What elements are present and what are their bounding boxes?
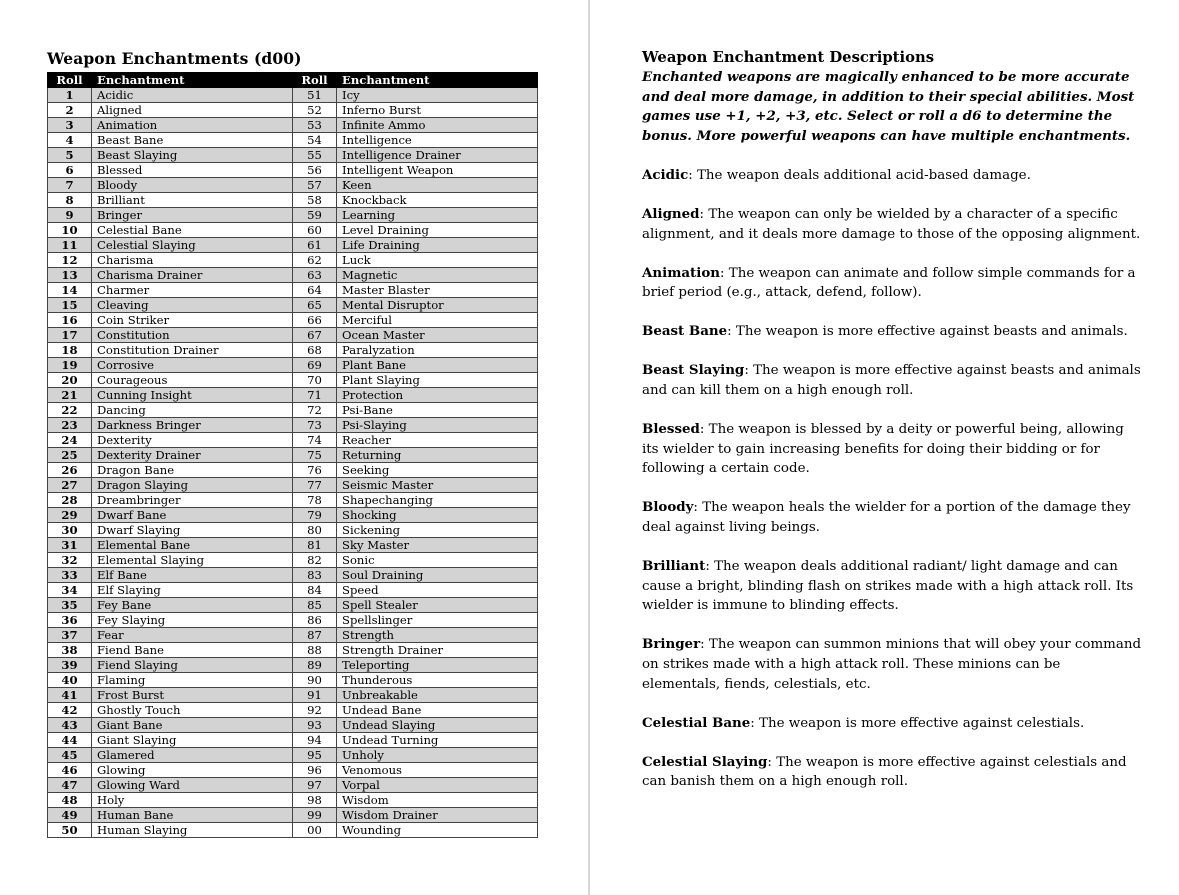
roll-cell: 82 bbox=[293, 553, 337, 568]
roll-cell: 23 bbox=[48, 418, 92, 433]
roll-cell: 10 bbox=[48, 223, 92, 238]
roll-cell: 48 bbox=[48, 793, 92, 808]
enchantment-cell: Speed bbox=[337, 583, 538, 598]
roll-cell: 36 bbox=[48, 613, 92, 628]
entry-term: Bringer bbox=[642, 636, 701, 653]
enchantment-cell: Charmer bbox=[92, 283, 293, 298]
enchantment-cell: Knockback bbox=[337, 193, 538, 208]
roll-cell: 61 bbox=[293, 238, 337, 253]
roll-cell: 94 bbox=[293, 733, 337, 748]
enchantment-cell: Glowing Ward bbox=[92, 778, 293, 793]
enchantment-cell: Darkness Bringer bbox=[92, 418, 293, 433]
roll-cell: 89 bbox=[293, 658, 337, 673]
enchantment-cell: Acidic bbox=[92, 88, 293, 103]
description-entry bbox=[642, 361, 1142, 400]
enchantment-table bbox=[47, 72, 538, 838]
table-row bbox=[48, 418, 538, 433]
table-row bbox=[48, 493, 538, 508]
table-row bbox=[48, 463, 538, 478]
enchantment-cell: Shocking bbox=[337, 508, 538, 523]
roll-cell: 25 bbox=[48, 448, 92, 463]
roll-cell: 59 bbox=[293, 208, 337, 223]
roll-cell: 60 bbox=[293, 223, 337, 238]
enchantment-cell: Psi-Slaying bbox=[337, 418, 538, 433]
description-entry bbox=[642, 264, 1142, 303]
enchantment-cell: Level Draining bbox=[337, 223, 538, 238]
roll-cell: 11 bbox=[48, 238, 92, 253]
table-row bbox=[48, 358, 538, 373]
table-row bbox=[48, 253, 538, 268]
enchantment-cell: Thunderous bbox=[337, 673, 538, 688]
enchantment-cell: Sonic bbox=[337, 553, 538, 568]
enchantment-cell: Dreambringer bbox=[92, 493, 293, 508]
page-divider bbox=[588, 0, 590, 895]
entry-text: : The weapon can only be wielded by a character of a specific alignment, and it deals more damage to those of the opposing alignment. bbox=[642, 206, 1141, 242]
table-row bbox=[48, 583, 538, 598]
enchantment-cell: Elemental Slaying bbox=[92, 553, 293, 568]
enchantment-cell: Wounding bbox=[337, 823, 538, 838]
enchantment-cell: Strength Drainer bbox=[337, 643, 538, 658]
table-row bbox=[48, 553, 538, 568]
roll-cell: 84 bbox=[293, 583, 337, 598]
entry-term: Brilliant bbox=[642, 558, 706, 575]
enchantment-cell: Elemental Bane bbox=[92, 538, 293, 553]
roll-cell: 51 bbox=[293, 88, 337, 103]
roll-cell: 27 bbox=[48, 478, 92, 493]
table-row bbox=[48, 388, 538, 403]
enchantment-cell: Charisma Drainer bbox=[92, 268, 293, 283]
roll-cell: 62 bbox=[293, 253, 337, 268]
enchantment-cell: Human Slaying bbox=[92, 823, 293, 838]
enchantment-cell: Venomous bbox=[337, 763, 538, 778]
enchantment-cell: Glamered bbox=[92, 748, 293, 763]
table-row bbox=[48, 448, 538, 463]
entry-text: : The weapon heals the wielder for a portion of the damage they deal against living beings. bbox=[642, 500, 1131, 535]
roll-cell: 00 bbox=[293, 823, 337, 838]
enchantment-cell: Returning bbox=[337, 448, 538, 463]
roll-cell: 71 bbox=[293, 388, 337, 403]
enchantment-cell: Inferno Burst bbox=[337, 103, 538, 118]
description-entry bbox=[642, 322, 1142, 342]
roll-cell: 28 bbox=[48, 493, 92, 508]
descriptions-intro: Enchanted weapons are magically enhanced to be more accurate and deal more damage, in addition to their special abilities. Most games use +1, +2, +3, etc. Select or roll a d6 to determine the bonus. More powerful weapons can have multiple enchantments. bbox=[642, 69, 1135, 144]
enchantment-cell: Seeking bbox=[337, 463, 538, 478]
table-row bbox=[48, 298, 538, 313]
roll-cell: 58 bbox=[293, 193, 337, 208]
enchantment-cell: Dancing bbox=[92, 403, 293, 418]
enchantment-cell: Fey Slaying bbox=[92, 613, 293, 628]
enchantment-cell: Dragon Bane bbox=[92, 463, 293, 478]
roll-cell: 13 bbox=[48, 268, 92, 283]
entry-text: : The weapon deals additional acid-based damage. bbox=[688, 167, 1031, 183]
table-row bbox=[48, 328, 538, 343]
roll-cell: 8 bbox=[48, 193, 92, 208]
roll-cell: 30 bbox=[48, 523, 92, 538]
enchantment-cell: Unholy bbox=[337, 748, 538, 763]
roll-cell: 80 bbox=[293, 523, 337, 538]
enchantment-cell: Celestial Bane bbox=[92, 223, 293, 238]
enchantment-cell: Mental Disruptor bbox=[337, 298, 538, 313]
enchantment-cell: Life Draining bbox=[337, 238, 538, 253]
entry-text: : The weapon is more effective against celestials and can banish them on a high enough roll. bbox=[642, 754, 1127, 790]
table-row bbox=[48, 193, 538, 208]
roll-cell: 33 bbox=[48, 568, 92, 583]
enchantment-cell: Beast Bane bbox=[92, 133, 293, 148]
roll-cell: 12 bbox=[48, 253, 92, 268]
roll-cell: 99 bbox=[293, 808, 337, 823]
table-row bbox=[48, 808, 538, 823]
enchantment-cell: Elf Slaying bbox=[92, 583, 293, 598]
table-row bbox=[48, 238, 538, 253]
description-entry bbox=[642, 714, 1142, 734]
roll-cell: 15 bbox=[48, 298, 92, 313]
table-row bbox=[48, 718, 538, 733]
entry-term: Bloody bbox=[642, 499, 694, 516]
roll-cell: 85 bbox=[293, 598, 337, 613]
enchantment-cell: Elf Bane bbox=[92, 568, 293, 583]
entry-term: Celestial Slaying bbox=[642, 753, 768, 770]
table-row bbox=[48, 433, 538, 448]
table-row bbox=[48, 733, 538, 748]
enchantment-cell: Undead Turning bbox=[337, 733, 538, 748]
column-header-roll: Roll bbox=[293, 73, 337, 88]
table-row bbox=[48, 268, 538, 283]
enchantment-cell: Corrosive bbox=[92, 358, 293, 373]
enchantment-cell: Icy bbox=[337, 88, 538, 103]
roll-cell: 57 bbox=[293, 178, 337, 193]
table-row bbox=[48, 478, 538, 493]
roll-cell: 97 bbox=[293, 778, 337, 793]
enchantment-cell: Spellslinger bbox=[337, 613, 538, 628]
table-header-row bbox=[48, 73, 538, 88]
description-entry bbox=[642, 166, 1142, 186]
enchantment-cell: Intelligence Drainer bbox=[337, 148, 538, 163]
entry-text: : The weapon can summon minions that will obey your command on strikes made with a high attack roll. These minions can be elementals, fiends, celestials, etc. bbox=[642, 637, 1142, 692]
entry-term: Celestial Bane bbox=[642, 714, 751, 731]
table-row bbox=[48, 568, 538, 583]
entry-text: : The weapon can animate and follow simple commands for a brief period (e.g., attack, defend, follow). bbox=[642, 265, 1136, 301]
enchantment-cell: Reacher bbox=[337, 433, 538, 448]
enchantment-cell: Intelligent Weapon bbox=[337, 163, 538, 178]
roll-cell: 74 bbox=[293, 433, 337, 448]
enchantment-cell: Learning bbox=[337, 208, 538, 223]
enchantment-cell: Dwarf Bane bbox=[92, 508, 293, 523]
table-row bbox=[48, 793, 538, 808]
entry-text: : The weapon is more effective against beasts and animals and can kill them on a high enough roll. bbox=[642, 363, 1141, 399]
roll-cell: 52 bbox=[293, 103, 337, 118]
table-row bbox=[48, 613, 538, 628]
enchantment-cell: Brilliant bbox=[92, 193, 293, 208]
enchantment-cell: Fey Bane bbox=[92, 598, 293, 613]
roll-cell: 65 bbox=[293, 298, 337, 313]
enchantment-cell: Keen bbox=[337, 178, 538, 193]
roll-cell: 67 bbox=[293, 328, 337, 343]
roll-cell: 87 bbox=[293, 628, 337, 643]
enchantment-cell: Fiend Bane bbox=[92, 643, 293, 658]
roll-cell: 32 bbox=[48, 553, 92, 568]
roll-cell: 45 bbox=[48, 748, 92, 763]
roll-cell: 95 bbox=[293, 748, 337, 763]
roll-cell: 35 bbox=[48, 598, 92, 613]
roll-cell: 40 bbox=[48, 673, 92, 688]
enchantment-cell: Holy bbox=[92, 793, 293, 808]
table-row bbox=[48, 163, 538, 178]
table-row bbox=[48, 598, 538, 613]
table-row bbox=[48, 178, 538, 193]
roll-cell: 41 bbox=[48, 688, 92, 703]
roll-cell: 93 bbox=[293, 718, 337, 733]
entry-text: : The weapon deals additional radiant/ light damage and can cause a bright, blinding flash on strikes made with a high attack roll. Its wielder is immune to blinding effects. bbox=[642, 559, 1134, 614]
enchantment-cell: Ocean Master bbox=[337, 328, 538, 343]
table-row bbox=[48, 538, 538, 553]
roll-cell: 22 bbox=[48, 403, 92, 418]
enchantment-cell: Animation bbox=[92, 118, 293, 133]
description-entry bbox=[642, 557, 1142, 616]
enchantment-cell: Bringer bbox=[92, 208, 293, 223]
enchantment-cell: Flaming bbox=[92, 673, 293, 688]
enchantment-cell: Giant Bane bbox=[92, 718, 293, 733]
enchantment-cell: Intelligence bbox=[337, 133, 538, 148]
enchantment-cell: Magnetic bbox=[337, 268, 538, 283]
enchantment-cell: Unbreakable bbox=[337, 688, 538, 703]
description-entry bbox=[642, 498, 1142, 537]
enchantment-cell: Paralyzation bbox=[337, 343, 538, 358]
column-header-enchantment: Enchantment bbox=[92, 73, 293, 88]
description-entry bbox=[642, 205, 1142, 244]
descriptions-title: Weapon Enchantment Descriptions bbox=[642, 49, 935, 66]
roll-cell: 77 bbox=[293, 478, 337, 493]
enchantment-cell: Vorpal bbox=[337, 778, 538, 793]
enchantment-cell: Spell Stealer bbox=[337, 598, 538, 613]
enchantment-cell: Undead Bane bbox=[337, 703, 538, 718]
roll-cell: 75 bbox=[293, 448, 337, 463]
enchantment-cell: Dwarf Slaying bbox=[92, 523, 293, 538]
entry-term: Beast Bane bbox=[642, 323, 728, 340]
table-row bbox=[48, 403, 538, 418]
table-row bbox=[48, 628, 538, 643]
roll-cell: 26 bbox=[48, 463, 92, 478]
roll-cell: 56 bbox=[293, 163, 337, 178]
roll-cell: 83 bbox=[293, 568, 337, 583]
roll-cell: 19 bbox=[48, 358, 92, 373]
entry-term: Blessed bbox=[642, 421, 700, 438]
table-row bbox=[48, 763, 538, 778]
table-body bbox=[48, 88, 538, 838]
enchantment-cell: Fiend Slaying bbox=[92, 658, 293, 673]
enchantment-cell: Psi-Bane bbox=[337, 403, 538, 418]
entry-text: : The weapon is blessed by a deity or powerful being, allowing its wielder to gain increasing benefits for doing their bidding or for following a certain code. bbox=[642, 422, 1124, 477]
roll-cell: 7 bbox=[48, 178, 92, 193]
roll-cell: 90 bbox=[293, 673, 337, 688]
table-row bbox=[48, 673, 538, 688]
roll-cell: 20 bbox=[48, 373, 92, 388]
enchantment-cell: Sky Master bbox=[337, 538, 538, 553]
descriptions-column bbox=[642, 48, 1142, 811]
enchantment-cell: Shapechanging bbox=[337, 493, 538, 508]
description-entry bbox=[642, 753, 1142, 792]
roll-cell: 72 bbox=[293, 403, 337, 418]
roll-cell: 68 bbox=[293, 343, 337, 358]
enchantment-cell: Dragon Slaying bbox=[92, 478, 293, 493]
roll-cell: 66 bbox=[293, 313, 337, 328]
roll-cell: 31 bbox=[48, 538, 92, 553]
table-row bbox=[48, 343, 538, 358]
description-entries bbox=[642, 166, 1142, 792]
enchantment-cell: Aligned bbox=[92, 103, 293, 118]
enchantment-cell: Master Blaster bbox=[337, 283, 538, 298]
roll-cell: 50 bbox=[48, 823, 92, 838]
table-row bbox=[48, 223, 538, 238]
table-row bbox=[48, 748, 538, 763]
description-entry bbox=[642, 420, 1142, 479]
roll-cell: 92 bbox=[293, 703, 337, 718]
table-row bbox=[48, 778, 538, 793]
roll-cell: 3 bbox=[48, 118, 92, 133]
table-row bbox=[48, 658, 538, 673]
enchantment-cell: Coin Striker bbox=[92, 313, 293, 328]
roll-cell: 4 bbox=[48, 133, 92, 148]
enchantment-cell: Constitution bbox=[92, 328, 293, 343]
enchantment-cell: Ghostly Touch bbox=[92, 703, 293, 718]
roll-cell: 54 bbox=[293, 133, 337, 148]
column-header-enchantment: Enchantment bbox=[337, 73, 538, 88]
entry-term: Beast Slaying bbox=[642, 362, 745, 379]
enchantment-cell: Wisdom bbox=[337, 793, 538, 808]
entry-term: Aligned bbox=[642, 205, 700, 222]
roll-cell: 21 bbox=[48, 388, 92, 403]
table-row bbox=[48, 148, 538, 163]
roll-cell: 42 bbox=[48, 703, 92, 718]
roll-cell: 5 bbox=[48, 148, 92, 163]
roll-cell: 96 bbox=[293, 763, 337, 778]
table-row bbox=[48, 103, 538, 118]
enchantment-cell: Bloody bbox=[92, 178, 293, 193]
enchantment-cell: Blessed bbox=[92, 163, 293, 178]
enchantment-cell: Merciful bbox=[337, 313, 538, 328]
enchantment-cell: Strength bbox=[337, 628, 538, 643]
enchantment-cell: Fear bbox=[92, 628, 293, 643]
table-row bbox=[48, 823, 538, 838]
enchantment-cell: Cleaving bbox=[92, 298, 293, 313]
entry-text: : The weapon is more effective against beasts and animals. bbox=[727, 324, 1128, 340]
table-row bbox=[48, 643, 538, 658]
enchantment-cell: Seismic Master bbox=[337, 478, 538, 493]
enchantment-cell: Undead Slaying bbox=[337, 718, 538, 733]
roll-cell: 55 bbox=[293, 148, 337, 163]
table-row bbox=[48, 688, 538, 703]
roll-cell: 6 bbox=[48, 163, 92, 178]
roll-cell: 14 bbox=[48, 283, 92, 298]
roll-cell: 69 bbox=[293, 358, 337, 373]
roll-cell: 46 bbox=[48, 763, 92, 778]
description-entry bbox=[642, 635, 1142, 694]
enchantment-cell: Luck bbox=[337, 253, 538, 268]
enchantment-cell: Constitution Drainer bbox=[92, 343, 293, 358]
enchantment-cell: Cunning Insight bbox=[92, 388, 293, 403]
enchantment-cell: Human Bane bbox=[92, 808, 293, 823]
roll-cell: 37 bbox=[48, 628, 92, 643]
roll-cell: 38 bbox=[48, 643, 92, 658]
table-row bbox=[48, 133, 538, 148]
roll-cell: 44 bbox=[48, 733, 92, 748]
enchantment-cell: Dexterity Drainer bbox=[92, 448, 293, 463]
roll-cell: 98 bbox=[293, 793, 337, 808]
table-row bbox=[48, 313, 538, 328]
roll-cell: 79 bbox=[293, 508, 337, 523]
roll-cell: 76 bbox=[293, 463, 337, 478]
table-row bbox=[48, 118, 538, 133]
roll-cell: 24 bbox=[48, 433, 92, 448]
roll-cell: 18 bbox=[48, 343, 92, 358]
roll-cell: 70 bbox=[293, 373, 337, 388]
table-row bbox=[48, 88, 538, 103]
enchantment-cell: Charisma bbox=[92, 253, 293, 268]
table-row bbox=[48, 373, 538, 388]
enchantment-cell: Celestial Slaying bbox=[92, 238, 293, 253]
roll-cell: 1 bbox=[48, 88, 92, 103]
roll-cell: 29 bbox=[48, 508, 92, 523]
enchantment-cell: Soul Draining bbox=[337, 568, 538, 583]
table-title: Weapon Enchantments (d00) bbox=[47, 49, 302, 68]
roll-cell: 63 bbox=[293, 268, 337, 283]
enchantment-cell: Wisdom Drainer bbox=[337, 808, 538, 823]
enchantment-cell: Infinite Ammo bbox=[337, 118, 538, 133]
roll-cell: 9 bbox=[48, 208, 92, 223]
enchantment-cell: Frost Burst bbox=[92, 688, 293, 703]
roll-cell: 53 bbox=[293, 118, 337, 133]
roll-cell: 73 bbox=[293, 418, 337, 433]
roll-cell: 88 bbox=[293, 643, 337, 658]
enchantment-cell: Plant Bane bbox=[337, 358, 538, 373]
roll-cell: 47 bbox=[48, 778, 92, 793]
roll-cell: 16 bbox=[48, 313, 92, 328]
column-header-roll: Roll bbox=[48, 73, 92, 88]
roll-cell: 17 bbox=[48, 328, 92, 343]
entry-text: : The weapon is more effective against celestials. bbox=[750, 715, 1085, 731]
roll-cell: 43 bbox=[48, 718, 92, 733]
table-row bbox=[48, 283, 538, 298]
enchantment-cell: Beast Slaying bbox=[92, 148, 293, 163]
roll-cell: 64 bbox=[293, 283, 337, 298]
table-row bbox=[48, 523, 538, 538]
roll-cell: 49 bbox=[48, 808, 92, 823]
entry-term: Animation bbox=[642, 264, 720, 281]
enchantment-cell: Courageous bbox=[92, 373, 293, 388]
roll-cell: 39 bbox=[48, 658, 92, 673]
table-row bbox=[48, 208, 538, 223]
enchantment-cell: Plant Slaying bbox=[337, 373, 538, 388]
enchantment-cell: Sickening bbox=[337, 523, 538, 538]
table-row bbox=[48, 703, 538, 718]
enchantment-cell: Glowing bbox=[92, 763, 293, 778]
enchantment-cell: Protection bbox=[337, 388, 538, 403]
enchantment-cell: Teleporting bbox=[337, 658, 538, 673]
roll-cell: 81 bbox=[293, 538, 337, 553]
roll-cell: 91 bbox=[293, 688, 337, 703]
enchantment-cell: Giant Slaying bbox=[92, 733, 293, 748]
roll-cell: 78 bbox=[293, 493, 337, 508]
table-row bbox=[48, 508, 538, 523]
roll-cell: 2 bbox=[48, 103, 92, 118]
entry-term: Acidic bbox=[642, 166, 689, 183]
enchantment-cell: Dexterity bbox=[92, 433, 293, 448]
roll-cell: 86 bbox=[293, 613, 337, 628]
roll-cell: 34 bbox=[48, 583, 92, 598]
